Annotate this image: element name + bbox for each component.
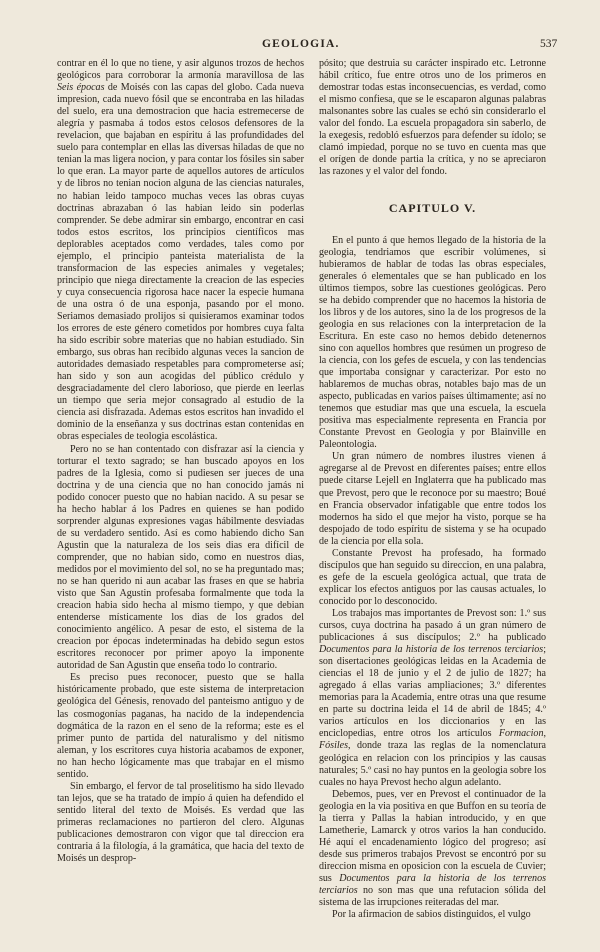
paragraph: pósito; que destruia su carácter inspirado etc. Letronne hábil crítico, fue entre otros uno de los primeros en demostrar todas estas inconsecuencias, es verdad, como el mismo confiesa, que se le escaparon algunas palabras malsonantes sobre las cuales se echó sin considerarlo el valor del fondo. La escuela propagadora sin saberlo, de la exegesis, redobló esfuerzos para defender su ídolo; se clamó impiedad, porque no se tuvo en cuenta mas que el orígen de donde partia la crítica, y no se apreciaron las razones y el valor del fondo. <box>319 58 546 178</box>
italic-text-run: Documentos para la historia de los terrenos terciarios <box>319 644 544 656</box>
text-run: , donde traza las reglas de la nomenclatura geológica en relacion con los principios y las causas naturales; 5.º casi no hay puntos en la geologia sobre los cuales no haya Prevost hecho algun adelanto. <box>319 740 546 788</box>
paragraph <box>319 608 546 789</box>
paragraph: Por la afirmacion de sabios distinguidos, el vulgo <box>332 909 531 921</box>
paragraph: Constante Prevost ha profesado, ha formado discípulos que han seguido su direccion, en una palabra, es gefe de la escuela geológica actual, que trata de explicar los efectos antiguos por las causas actuales, lo conocido por lo desconocido. <box>319 547 546 607</box>
paragraph: Un gran número de nombres ilustres vienen á agregarse al de Prevost en diferentes países; entre ellos puede citarse Lejell en Inglaterra que ha publicado mas que Prevost, pero que le reconoce por su maestro; Boué en Francia observador infatigable que entre todos los modernos ha sido el que mejor ha visto, porque se ha despojado de todo espíritu de sistema y se ha ocupado de la ciencia por ella sola. <box>319 451 546 547</box>
text-run: no son mas que una refutacion sólida del sistema de las irrupciones reiteradas del mar. <box>319 885 546 909</box>
running-title: GEOLOGIA. <box>262 38 340 50</box>
right-column <box>319 58 546 921</box>
text-run: , <box>543 728 546 740</box>
text-run: de Moisés con las capas del globo. Cada nueva impresion, cada nuevo fósil que se encontraba en las hiladas del suelo, era una demostracion que hacia estremecerse de alegría y pasmaba á todos estos celosos defensores de la revelacion, que bajaban en espíritu á las profundidades del suelo para contemplar en ellas las diversas hiladas de que no tenian la mas ligera nocion, y para contar los fósiles sin saber lo que eran. La mayor parte de aquellos autores de artículos y de libros no tenian nocion alguna de las ciencias naturales, no habian leido tampoco muchas veces las obras cuyas doctrinas abrazaban ó las habian leido sin poderlas comprender. Se debe admirar sin embargo, encontrar en casi todos estos escritos, los principios científicos mas deplorables aceptados como verdades, tales como por ejemplo, el principio panteista materialista de la transformacion de las especies animales y vegetales; principio que niega directamente la creacion de las especies y cuya consecuencia rigorosa hace nacer la especie humana de una ostra ó de una esponja, pasando por el mono. Seriamos demasiado prolijos si quisieramos examinar todos los errores de este género cometidos por hombres cuya falta ha sido escribir sobre materias que no habian estudiado. Sin embargo, sus obras han recibido algunas veces la sancion de autoridades demasiado respetables para comprometerse así; han sido y son aun acogidas del público crédulo y desgraciadamente del clero laborioso, que pierde en leerlas un tiempo que seria mejor consagrado al estudio de la ciencia asi disfrazada. Ademas estos escritos han invadido el dominio de la enseñanza y sus doctrinas estan contenidas en obras especiales de teologia escolástica. <box>57 82 304 443</box>
chapter-heading: CAPITULO V. <box>388 201 477 216</box>
text-run: ; son disertaciones geológicas leidas en la Academia de ciencias el 18 de junio y el 2 de julio de 1827; ha agregado á ellas varias ampliaciones; 3.º diferentes memorias para la Academia, entre otras una que resume en parte su doctrina leida el 14 de abril de 1845; 4.º varios artículos en los diccionarios y en las enciclopedias, entre otros los artículos <box>319 644 546 740</box>
paragraph: Es preciso pues reconocer, puesto que se halla históricamente probado, que este sistema de interpretacion geológica del Génesis, renovado del panteismo antiguo y de las cosmogonías paganas, ha nacido de la independencia dogmática de la razon en el seno de la reforma; este es el primer punto de partida del naturalismo y del nitismo aleman, y los escritores cuya historia acabamos de exponer, no han hecho lógicamente mas que trabajar en el mismo sentido. <box>57 672 304 780</box>
italic-text-run: Fósiles <box>319 740 349 752</box>
text-run: contrar en él lo que no tiene, y asir algunos trozos de hechos geológicos para corroborar la armonía maravillosa de las <box>57 58 304 82</box>
text-run: Los trabajos mas importantes de Prevost son: 1.º sus cursos, cuya doctrina ha pasado á un gran número de publicaciones á sus discípulos; 2.º ha publicado <box>319 607 546 644</box>
paragraph: En el punto á que hemos llegado de la historia de la geologia, tendriamos que escribir volúmenes, si hubieramos de hablar de todas las obras especiales, generales ó elementales que se han publicado en los últimos tiempos, sobre las cuestiones geológicas. Pero se ha debido comprender que no hacemos la historia de los libros y de los autores, sino la de los progresos de la geologia en sus relaciones con la interpretacion de la Escritura. En este caso no hemos debido detenernos sino con aquellos hombres que resúmen un progreso de la ciencia, con los gefes de escuela, y con las tendencias que importaba consignar y caracterizar. Por esto no hablaremos de muchas obras, notables bajo mas de un aspecto, publicadas en varios países últimamente; así no tenemos que estudiar mas que una escuela, la escuela positiva mas especialmente representa en Francia por Constante Prevost en Geologia y por Blainville en Paleontologia. <box>319 234 546 451</box>
running-head <box>0 38 600 54</box>
paragraph: Pero no se han contentado con disfrazar así la ciencia y torturar el texto sagrado; se han buscado apoyos en los padres de la Iglesia, como si pudiesen ser jueces de una doctrina y de una ciencia que no han conocido jamás ni podido conocer puesto que no habian nacido. A su pesar se ha hecho hablar á los Padres en quienes se han podido sorprender algunas expresiones vagas hábilmente desviadas de su verdadero sentido. Así es como habiendo dicho San Agustin que la naturaleza de los seis dias era difícil de comprender, que no habian sido, como en nuestros dias, medidos por el movimiento del sol, no se ha preguntado mas; no se han querido ni aun acabar las frases en que se habria visto que San Agustin profesaba formalmente que toda la creacion habia sido hecha al mismo tiempo, y que debian entenderse místicamente los dias de los grados del conocimiento angélico. A pesar de esto, el sistema de la creacion por épocas indeterminadas ha debido segun estos escritores reconocer por primer apoyo la imponente autoridad de San Agustin que enseña todo lo contrario. <box>57 443 304 672</box>
italic-text-run: Documentos para la historia de los terrenos terciarios <box>319 873 546 897</box>
text-run: Debemos, pues, ver en Prevost el continuador de la geologia en la via positiva en que Buffon en su teoría de la tierra y Pallas la habian introducido, y en que Lametherie, Lamarck y otros varios la han conducido. Hé aquí el encadenamiento lógico del progreso; así desde sus primeros trabajos Prevost se encontró por su direccion misma en oposicion con la escuela de Cuvier; sus <box>319 788 546 884</box>
left-column <box>57 58 304 865</box>
italic-text-run: Seis épocas <box>57 82 105 94</box>
paragraph <box>319 789 546 909</box>
paragraph: Sin embargo, el fervor de tal proselitismo ha sido llevado tan lejos, que se ha tratado de impío á quien ha defendido el sentido literal del texto de Moisés. Es verdad que las primeras reclamaciones no partieron del clero. Algunas publicaciones demostraron con vigor que tal direccion era contraria á la filología, á la gramática, que hacia del texto de Moisés un desprop- <box>57 780 304 865</box>
page-number: 537 <box>540 38 558 50</box>
italic-text-run: Formacion <box>498 728 544 740</box>
paragraph <box>57 58 304 444</box>
